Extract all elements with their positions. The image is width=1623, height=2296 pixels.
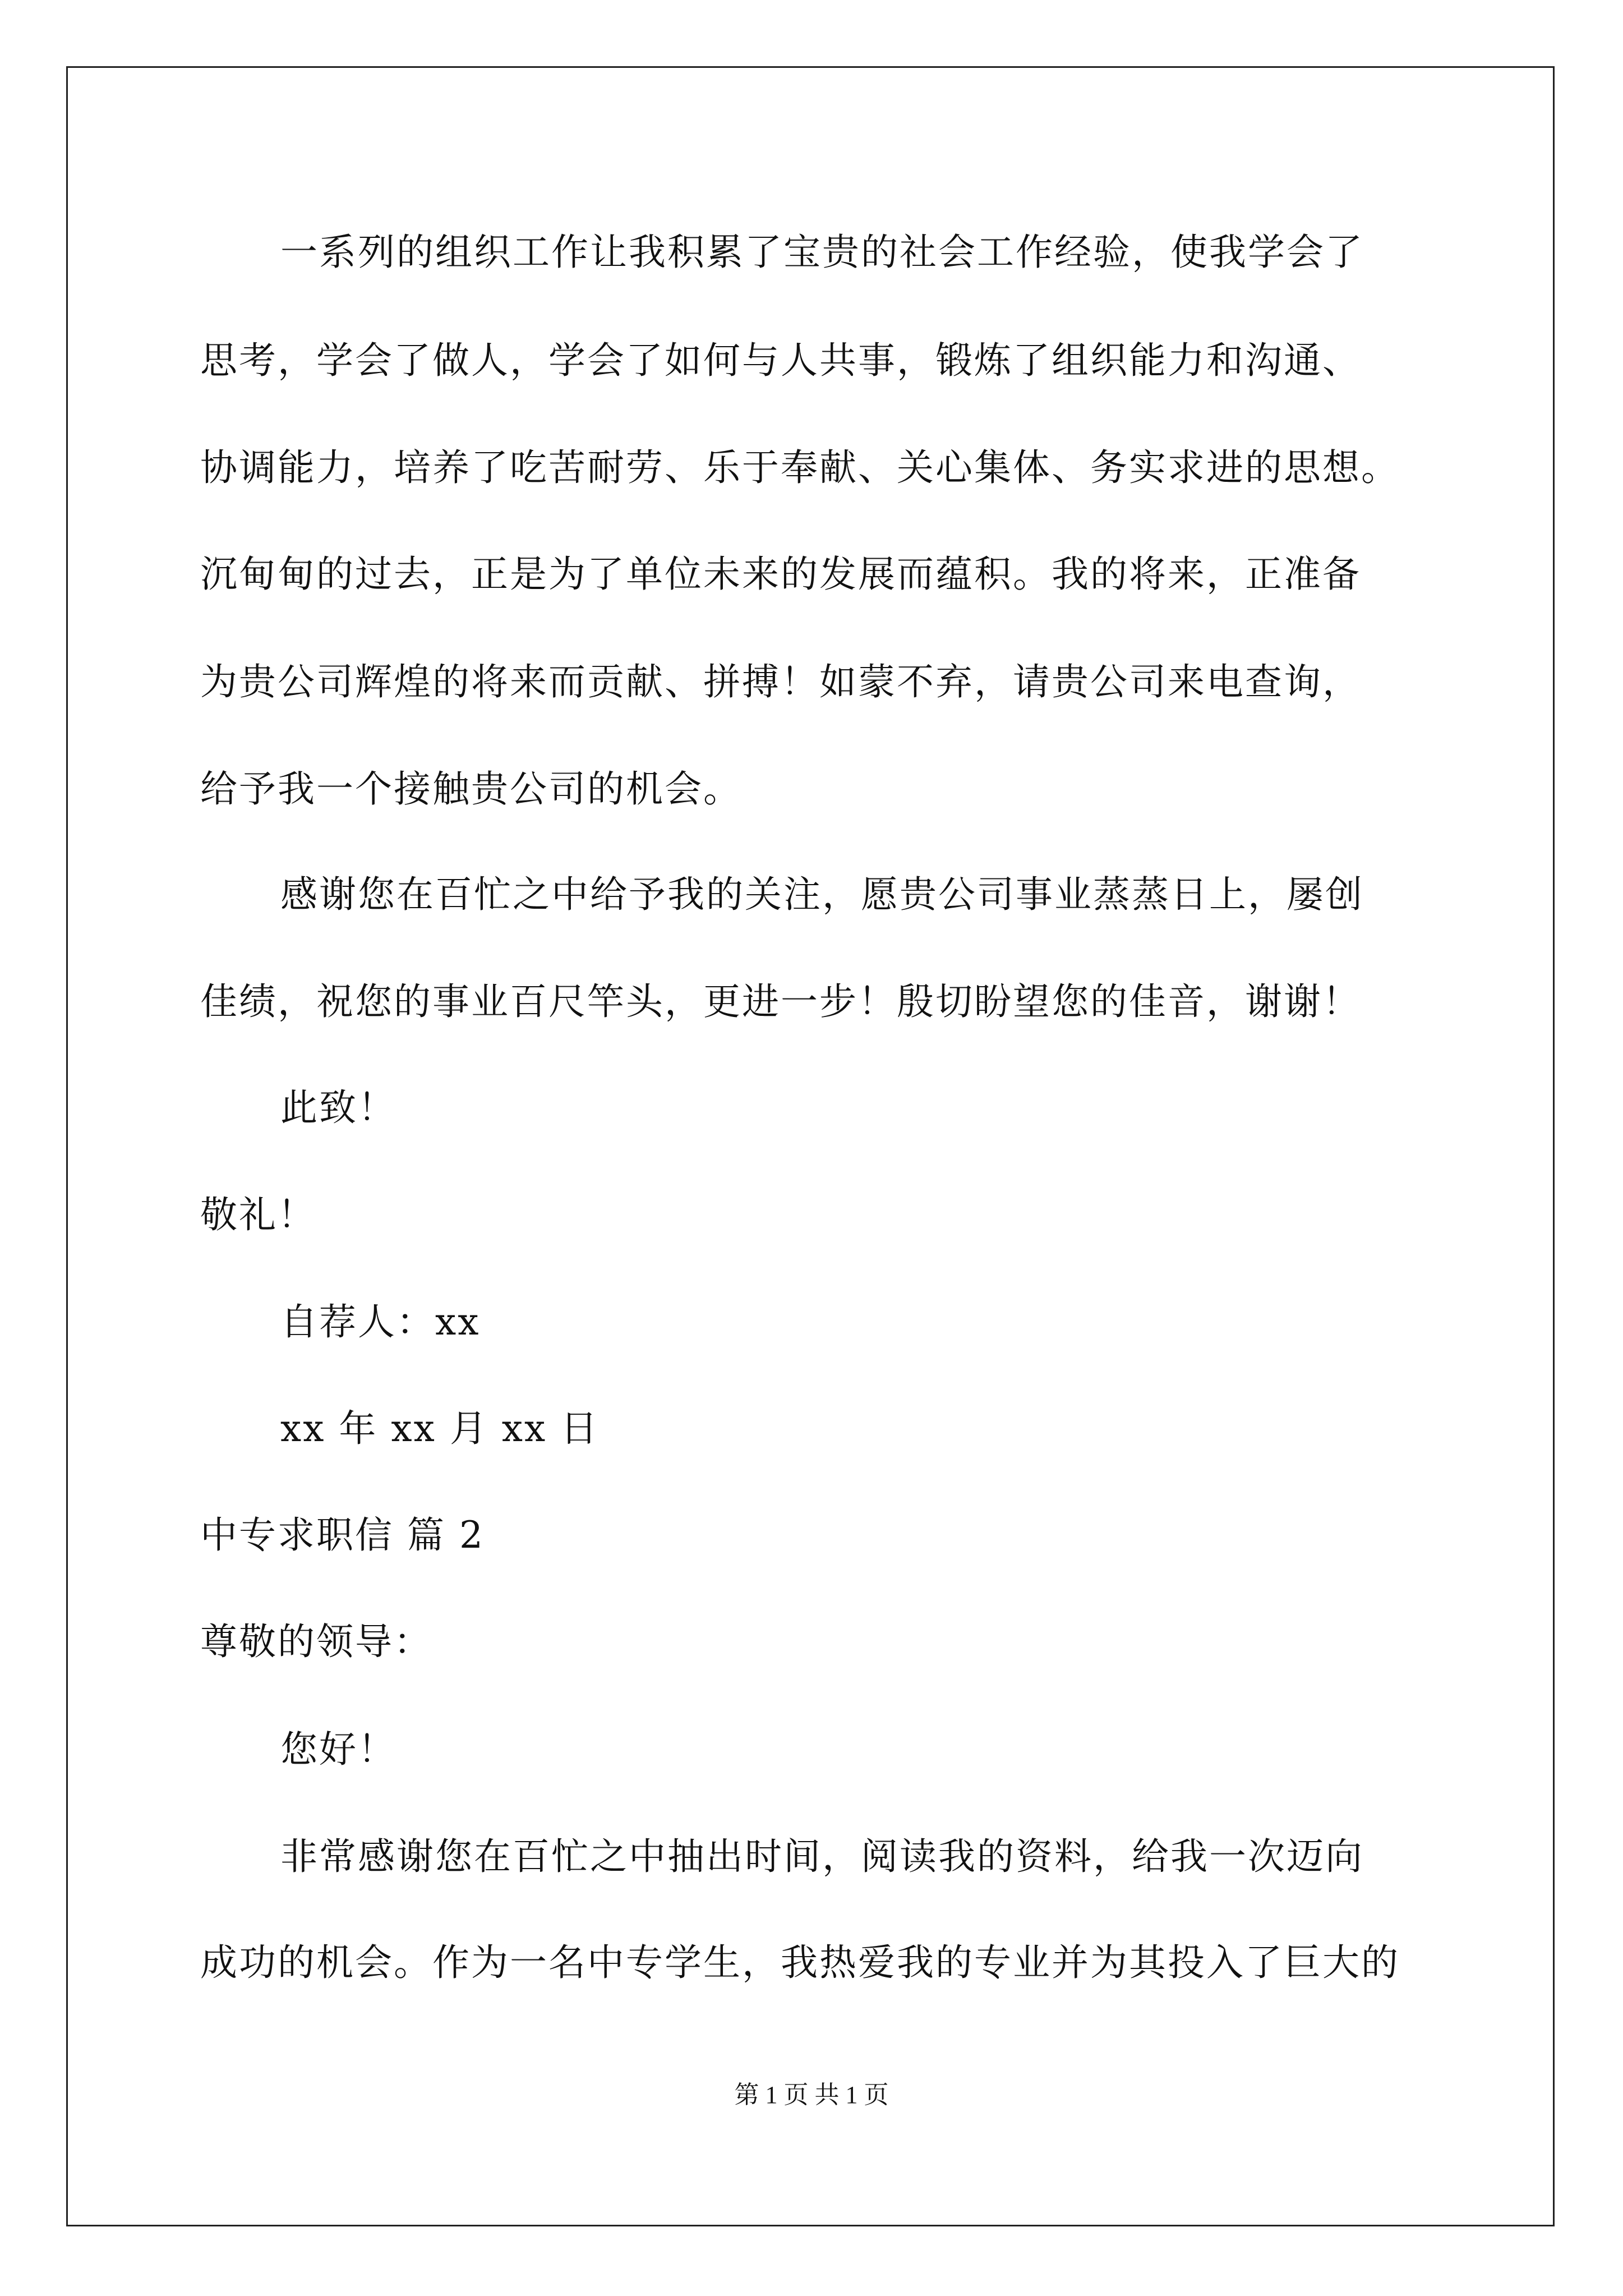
- paragraph-line: 一系列的组织工作让我积累了宝贵的社会工作经验，使我学会了: [280, 231, 1364, 274]
- paragraph-line: 协调能力，培养了吃苦耐劳、乐于奉献、关心集体、务实求进的思想。: [200, 446, 1400, 489]
- section-heading: 中专求职信 篇 2: [200, 1513, 485, 1557]
- paragraph-line: 沉甸甸的过去，正是为了单位未来的发展而蕴积。我的将来，正准备: [200, 553, 1361, 596]
- page-footer: 第 1 页 共 1 页: [734, 2081, 889, 2109]
- page-border: [66, 66, 1555, 2226]
- paragraph-line: 非常感谢您在百忙之中抽出时间，阅读我的资料，给我一次迈向: [280, 1835, 1364, 1878]
- date-line: xx 年 xx 月 xx 日: [280, 1407, 600, 1450]
- paragraph-line: 为贵公司辉煌的将来而贡献、拼搏！如蒙不弃，请贵公司来电查询，: [200, 660, 1361, 703]
- paragraph-line: 给予我一个接触贵公司的机会。: [200, 767, 742, 811]
- closing-line: 此致！: [280, 1086, 396, 1129]
- greeting-line: 您好！: [280, 1728, 396, 1771]
- paragraph-line: 感谢您在百忙之中给予我的关注，愿贵公司事业蒸蒸日上，屡创: [280, 873, 1364, 916]
- signature-line: 自荐人：xx: [280, 1300, 481, 1343]
- paragraph-line: 佳绩，祝您的事业百尺竿头，更进一步！殷切盼望您的佳音，谢谢！: [200, 980, 1361, 1023]
- paragraph-line: 成功的机会。作为一名中专学生，我热爱我的专业并为其投入了巨大的: [200, 1941, 1400, 1984]
- greeting-line: 尊敬的领导：: [200, 1620, 432, 1663]
- salutation-line: 敬礼！: [200, 1193, 316, 1236]
- paragraph-line: 思考，学会了做人，学会了如何与人共事，锻炼了组织能力和沟通、: [200, 339, 1361, 382]
